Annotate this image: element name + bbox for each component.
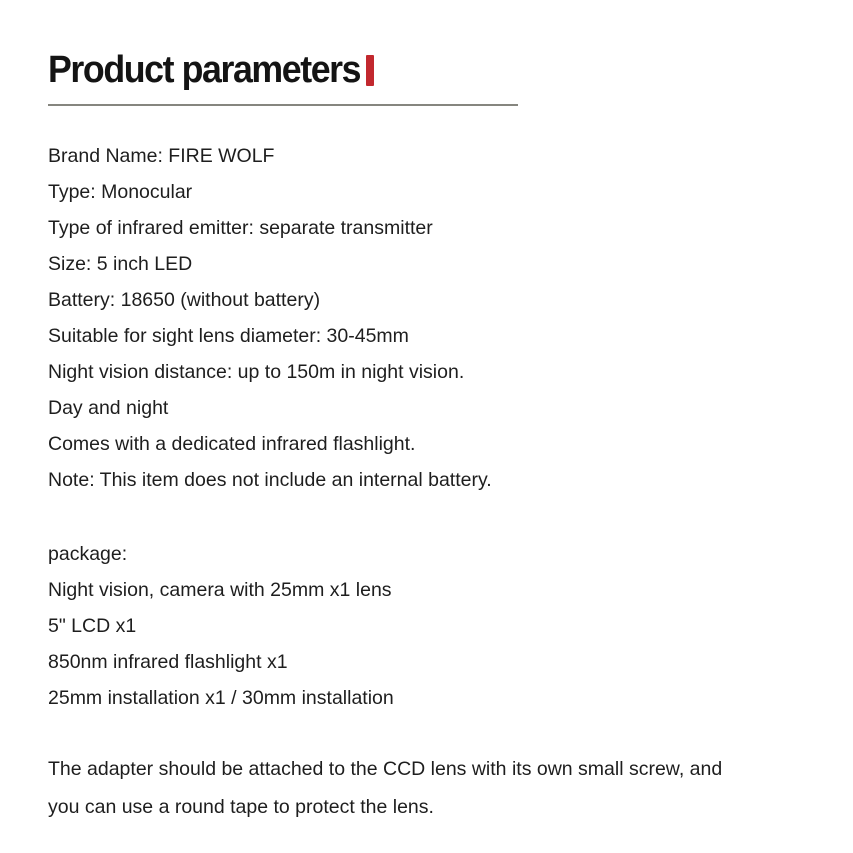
title-row [48,48,518,92]
package-heading: package: [48,543,128,565]
spec-line-emitter: Type of infrared emitter: separate transmitter [48,217,433,239]
spec-line-size: Size: 5 inch LED [48,253,193,275]
page-title: Product parameters [48,49,361,91]
adapter-note-line: The adapter should be attached to the CCD lens with its own small screw, and [48,758,723,780]
package-line-flashlight: 850nm infrared flashlight x1 [48,651,288,673]
title-accent-bar [366,55,374,86]
spec-line-type: Type: Monocular [48,181,193,203]
spec-line-note: Note: This item does not include an internal battery. [48,469,492,491]
package-line-lcd: 5" LCD x1 [48,615,137,637]
spec-line-daynight: Day and night [48,397,169,419]
spec-line-battery: Battery: 18650 (without battery) [48,289,321,311]
spec-list [48,138,853,498]
spec-line-diameter: Suitable for sight lens diameter: 30-45mm [48,325,409,347]
spec-line-brand: Brand Name: FIRE WOLF [48,145,275,167]
package-line-camera: Night vision, camera with 25mm x1 lens [48,579,392,601]
spec-line-flashlight: Comes with a dedicated infrared flashlight. [48,433,416,455]
page-header [48,48,518,106]
package-list [48,536,853,716]
package-line-installation: 25mm installation x1 / 30mm installation [48,687,394,709]
adapter-note-line: you can use a round tape to protect the lens. [48,796,434,818]
title-underline [48,104,518,106]
spec-line-distance: Night vision distance: up to 150m in night vision. [48,361,465,383]
adapter-note [48,750,853,826]
